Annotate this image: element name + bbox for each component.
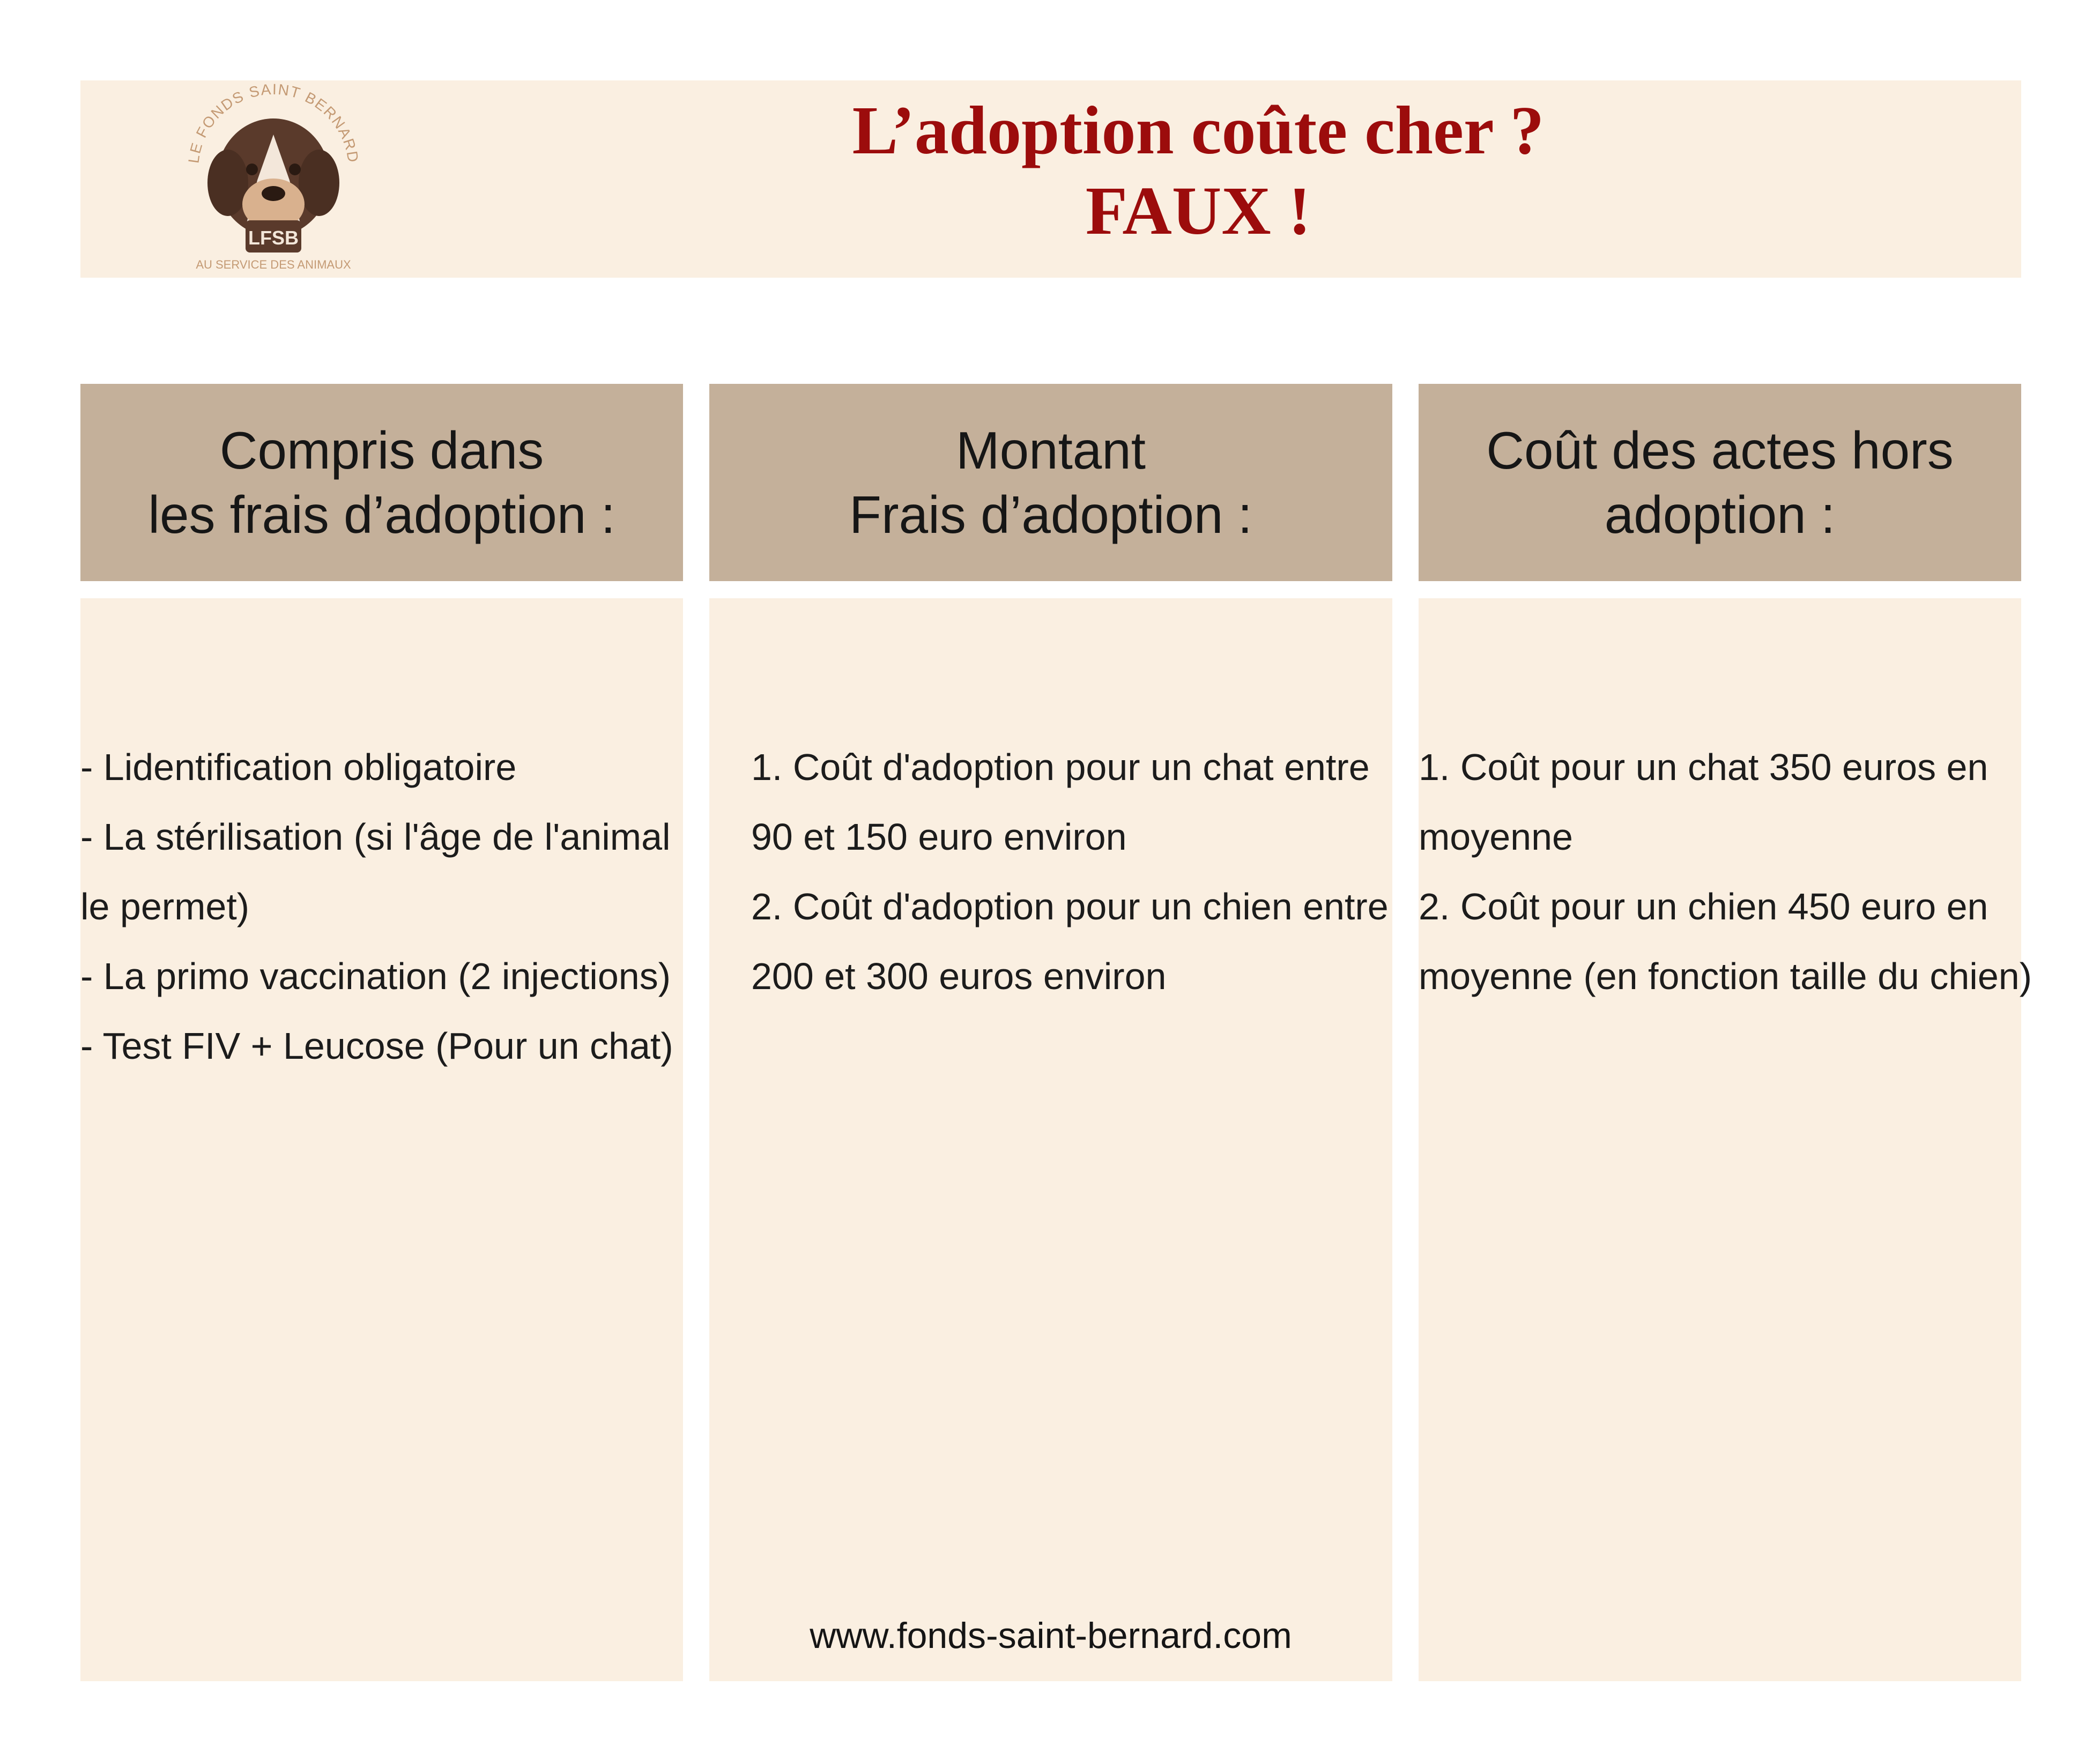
- column-included-body: [80, 598, 683, 1681]
- svg-text:AU SERVICE DES ANIMAUX: AU SERVICE DES ANIMAUX: [196, 258, 351, 271]
- list-item: - Test FIV + Leucose (Pour un chat): [80, 1025, 673, 1067]
- fonds-saint-bernard-logo: [177, 84, 370, 274]
- list-item: moyenne: [1419, 816, 1573, 858]
- list-item: 200 et 300 euros environ: [751, 955, 1167, 997]
- included-list: [80, 732, 673, 1081]
- header-banner: [80, 80, 2021, 278]
- column-outside-costs: [1419, 384, 2032, 1681]
- list-item: 1. Coût pour un chat 350 euros en: [1419, 746, 1988, 788]
- column-included-heading: Compris dans les frais d’adoption :: [80, 384, 683, 581]
- outside-costs-list: [1419, 732, 2032, 1011]
- website-url[interactable]: www.fonds-saint-bernard.com: [810, 1615, 1292, 1656]
- list-item: 90 et 150 euro environ: [751, 816, 1127, 858]
- amount-list: [751, 732, 1389, 1011]
- list-item: - La stérilisation (si l'âge de l'animal: [80, 816, 671, 858]
- svg-text:LFSB: LFSB: [248, 227, 299, 249]
- list-item: 1. Coût d'adoption pour un chat entre: [751, 746, 1370, 788]
- list-item: moyenne (en fonction taille du chien): [1419, 955, 2032, 997]
- list-item: le permet): [80, 886, 250, 927]
- list-item: - La primo vaccination (2 injections): [80, 955, 671, 997]
- column-amount-body: [709, 598, 1392, 1681]
- title-line-1: L’adoption coûte cher ?: [852, 92, 1545, 168]
- column-outside-costs-heading: Coût des actes hors adoption :: [1419, 384, 2021, 581]
- column-outside-costs-body: [1419, 598, 2032, 1681]
- column-amount-heading: Montant Frais d’adoption :: [709, 384, 1392, 581]
- list-item: 2. Coût pour un chien 450 euro en: [1419, 886, 1988, 927]
- column-included: [80, 384, 683, 1681]
- page-title: [456, 90, 1941, 251]
- title-line-2: FAUX !: [1085, 173, 1311, 249]
- list-item: - Lidentification obligatoire: [80, 746, 517, 788]
- column-amount: [709, 384, 1392, 1681]
- list-item: 2. Coût d'adoption pour un chien entre: [751, 886, 1389, 927]
- svg-text:LE FONDS SAINT BERNARD: LE FONDS SAINT BERNARD: [185, 84, 362, 165]
